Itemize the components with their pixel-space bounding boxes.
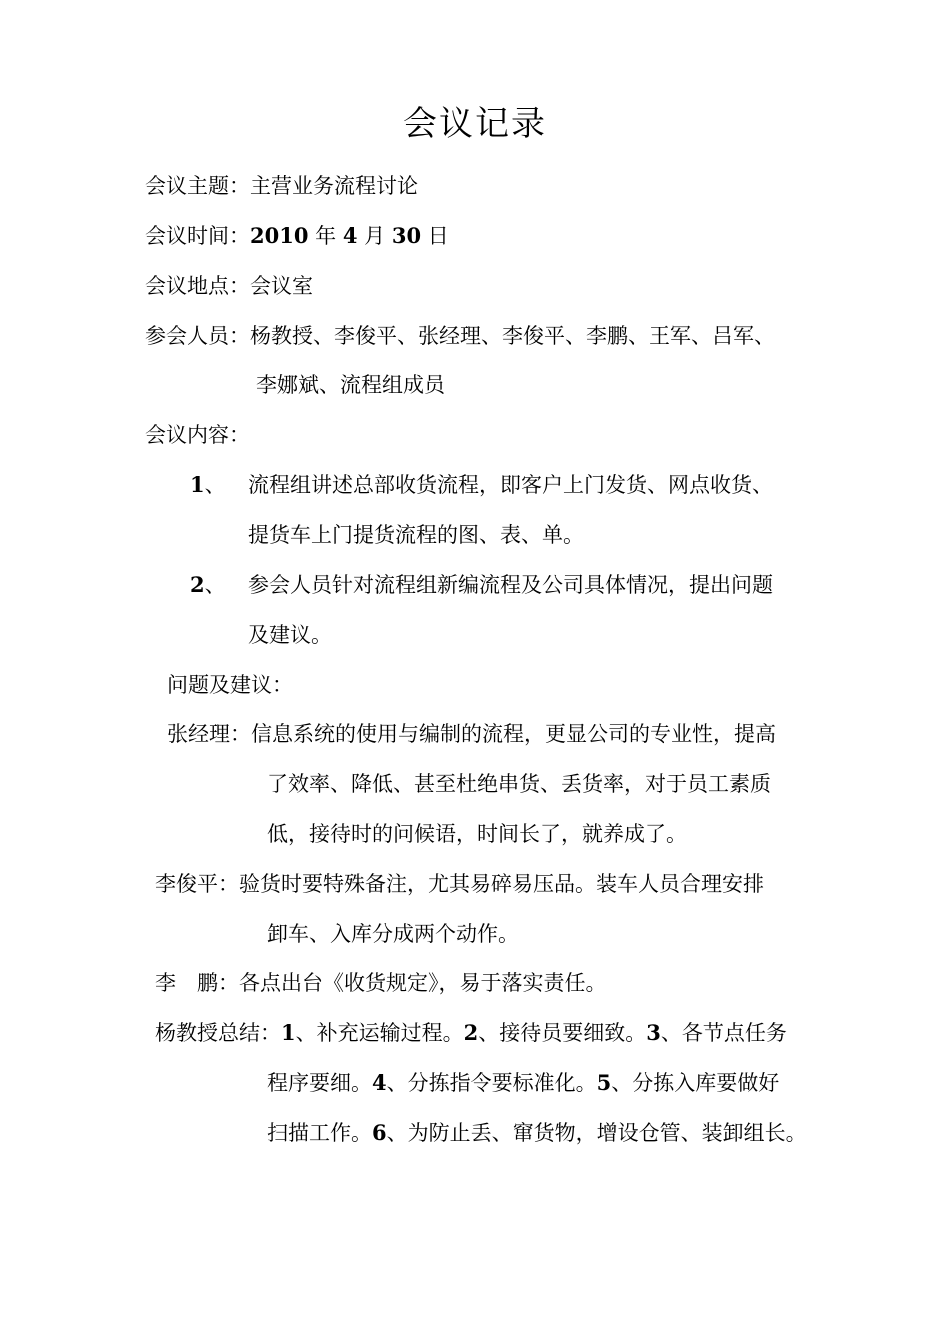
meeting-place xyxy=(145,271,313,301)
meeting-attendees xyxy=(145,321,775,351)
yang-summary-line2 xyxy=(267,1068,779,1098)
meeting-place-value: 会议室 xyxy=(250,274,313,298)
yang-n4: 4 xyxy=(372,1070,387,1095)
yang-n2: 2 xyxy=(463,1020,479,1045)
meeting-topic xyxy=(145,171,418,201)
yang-t6: 、为防止丢、窜货物，增设仓管、装卸组长。 xyxy=(386,1121,807,1145)
meeting-attendees-line2: 李娜斌、流程组成员 xyxy=(256,373,445,397)
yang-speaker: 杨教授总结： xyxy=(155,1021,281,1045)
content-item-number xyxy=(190,470,226,500)
yang-n5: 5 xyxy=(596,1070,612,1095)
yang-t3: 、各节点任务 xyxy=(660,1021,787,1045)
meeting-time xyxy=(145,221,449,251)
meeting-topic-label: 会议主题： xyxy=(145,174,250,198)
content-item-1-num: 1 xyxy=(190,472,205,497)
content-item-1-line1: 流程组讲述总部收货流程，即客户上门发货、网点收货、 xyxy=(248,473,773,497)
zhang-speaker: 张经理： xyxy=(167,722,251,746)
yang-t5: 、分拣入库要做好 xyxy=(611,1071,780,1095)
li-peng-speaker: 李 鹏： xyxy=(155,971,239,995)
content-item-2-line2: 及建议。 xyxy=(248,623,332,647)
content-item-1-line2: 提货车上门提货流程的图、表、单。 xyxy=(248,523,584,547)
meeting-time-year: 2010 xyxy=(250,223,309,248)
meeting-time-day: 30 xyxy=(391,223,422,248)
yang-n6: 6 xyxy=(372,1120,387,1145)
li-junping-line2: 卸车、入库分成两个动作。 xyxy=(267,922,519,946)
zhang-line3: 低，接待时的问候语，时间长了，就养成了。 xyxy=(267,822,687,846)
meeting-time-month-unit: 月 xyxy=(364,224,386,248)
li-junping-line1: 验货时要特殊备注，尤其易碎易压品。装车人员合理安排 xyxy=(239,872,764,896)
li-peng-comment xyxy=(155,968,607,998)
meeting-attendees-label: 参会人员： xyxy=(145,324,250,348)
content-item-2-line1: 参会人员针对流程组新编流程及公司具体情况，提出问题 xyxy=(248,573,773,597)
issues-label: 问题及建议： xyxy=(167,673,293,697)
meeting-time-month: 4 xyxy=(342,223,358,248)
li-junping-comment xyxy=(155,869,764,899)
yang-n1: 1 xyxy=(281,1020,296,1045)
zhang-line2: 了效率、降低、甚至杜绝串货、丢货率，对于员工素质 xyxy=(267,772,771,796)
zhang-comment xyxy=(167,719,776,749)
content-item-2-sep: 、 xyxy=(204,573,226,597)
yang-l3a: 扫描工作。 xyxy=(267,1121,372,1145)
li-junping-speaker: 李俊平： xyxy=(155,872,239,896)
yang-n3: 3 xyxy=(646,1020,661,1045)
meeting-time-year-unit: 年 xyxy=(315,224,337,248)
yang-t4: 、分拣指令要标准化。 xyxy=(386,1071,597,1095)
meeting-time-day-unit: 日 xyxy=(427,224,449,248)
li-peng-line1: 各点出台《收货规定》，易于落实责任。 xyxy=(239,971,607,995)
yang-summary-line3 xyxy=(267,1118,807,1148)
meeting-place-label: 会议地点： xyxy=(145,274,250,298)
zhang-line1: 信息系统的使用与编制的流程，更显公司的专业性，提高 xyxy=(251,722,776,746)
meeting-attendees-line1: 杨教授、李俊平、张经理、李俊平、李鹏、王军、吕军、 xyxy=(250,324,775,348)
content-item-2-num: 2 xyxy=(190,572,205,597)
meeting-topic-value: 主营业务流程讨论 xyxy=(250,174,418,198)
meeting-time-label: 会议时间： xyxy=(145,224,250,248)
yang-t2: 、接待员要细致。 xyxy=(478,1021,647,1045)
content-item-1-sep: 、 xyxy=(204,473,226,497)
document-title: 会议记录 xyxy=(403,104,547,144)
content-item-number xyxy=(190,570,226,600)
yang-t1: 、补充运输过程。 xyxy=(295,1021,464,1045)
meeting-content-label: 会议内容： xyxy=(145,423,250,447)
yang-l2a: 程序要细。 xyxy=(267,1071,372,1095)
yang-summary xyxy=(155,1018,787,1048)
